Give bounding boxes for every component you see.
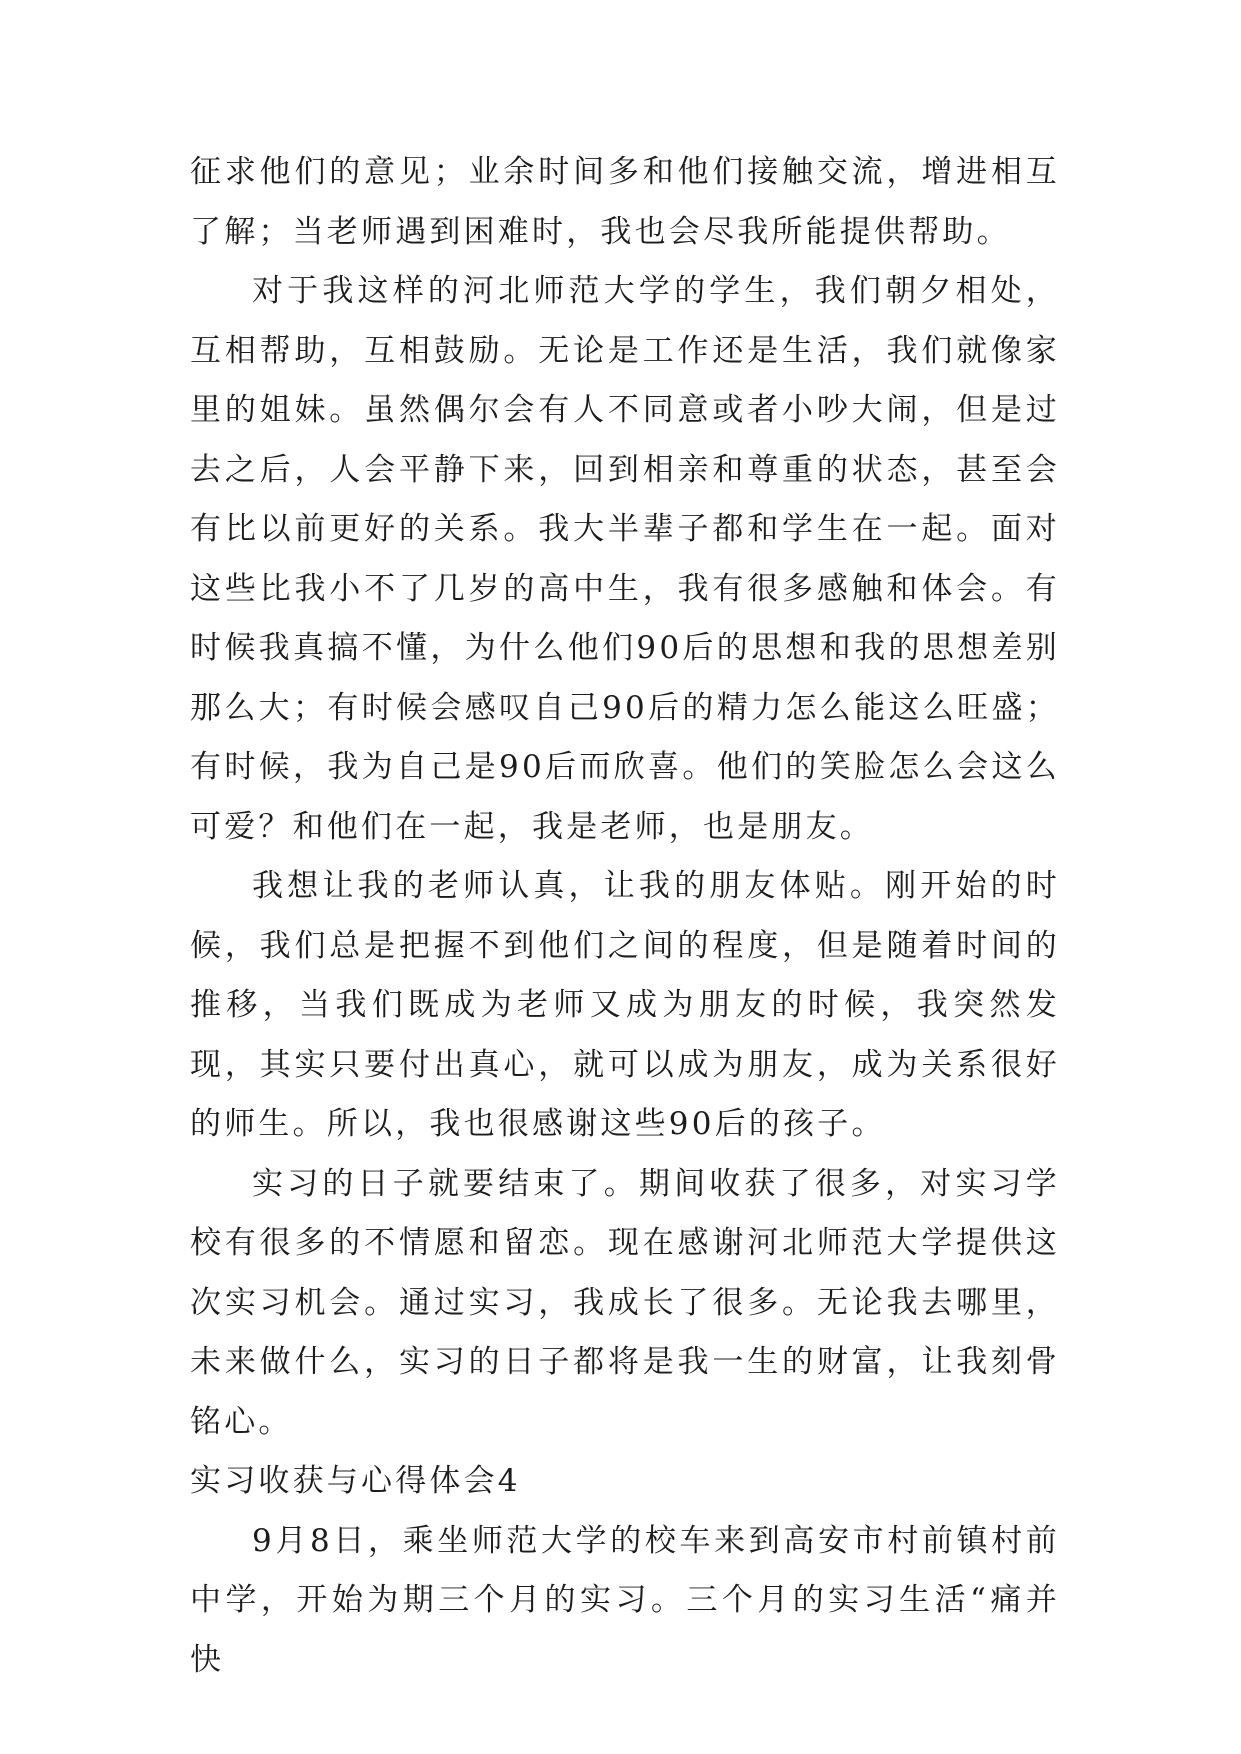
section-heading: 实习收获与心得体会4 <box>190 1463 521 1499</box>
paragraph: 对于我这样的河北师范大学的学生，我们朝夕相处，互相帮助，互相鼓励。无论是工作还是生活，我们就像家里的姐妹。虽然偶尔会有人不同意或者小吵大闹，但是过去之后，人会平静下来，回到相亲和尊重的状态，甚至会有比以前更好的关系。我大半辈子都和学生在一起。面对这些比我小不了几岁的高中生，我有很多感触和体会。有时候我真搞不懂，为什么他们90后的思想和我的思想差别那么大；有时候会感叹自己90后的精力怎么能这么旺盛；有时候，我为自己是90后而欣喜。他们的笑脸怎么会这么可爱？和他们在一起，我是老师，也是朋友。 <box>190 273 1060 845</box>
paragraph: 我想让我的老师认真，让我的朋友体贴。刚开始的时候，我们总是把握不到他们之间的程度，但是随着时间的推移，当我们既成为老师又成为朋友的时候，我突然发现，其实只要付出真心，就可以成为朋友，成为关系很好的师生。所以，我也很感谢这些90后的孩子。 <box>190 868 1060 1142</box>
paragraph: 实习的日子就要结束了。期间收获了很多，对实习学校有很多的不情愿和留恋。现在感谢河北师范大学提供这次实习机会。通过实习，我成长了很多。无论我去哪里，未来做什么，实习的日子都将是我一生的财富，让我刻骨铭心。 <box>190 1165 1060 1440</box>
paragraph: 9月8日，乘坐师范大学的校车来到高安市村前镇村前中学，开始为期三个月的实习。三个月的实习生活“痛并快 <box>190 1522 1060 1678</box>
document-body <box>190 143 1060 1690</box>
paragraph-continued: 征求他们的意见；业余时间多和他们接触交流，增进相互了解；当老师遇到困难时，我也会尽我所能提供帮助。 <box>190 154 1060 250</box>
